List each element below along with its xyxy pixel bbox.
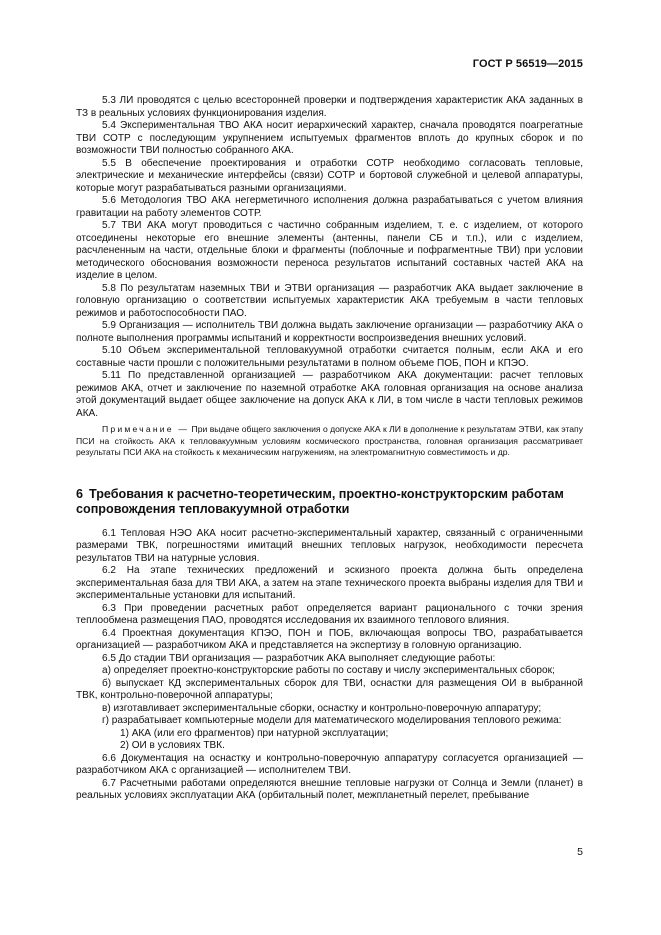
section-6-title: Требования к расчетно-теоретическим, проектно-конструкторским работам сопровождения тепловакуумной отработки <box>76 486 564 516</box>
paragraph-6-4: 6.4 Проектная документация КПЭО, ПОН и ПОБ, включающая вопросы ТВО, разрабатывается организацией — разработчиком АКА и представляется на экспертизу в головную организацию. <box>76 627 583 651</box>
paragraph-6-1: 6.1 Тепловая НЭО АКА носит расчетно-экспериментальный характер, связанный с ограниченными размерами ТВК, погрешностями имитаций внешних тепловых нагрузок, необходимости пересчета результатов ТВИ на натурные условия. <box>76 527 583 564</box>
paragraph-6-7: 6.7 Расчетными работами определяются внешние тепловые нагрузки от Солнца и Земли (планет) в реальных условиях эксплуатации АКА (орбитальный полет, межпланетный перелет, пребывание <box>76 777 583 801</box>
paragraph-5-5: 5.5 В обеспечение проектирования и отработки СОТР необходимо согласовать тепловые, электрические и механические интерфейсы (связи) СОТР и бортовой служебной и целевой аппаратуры, которые могут разрабатываться разными организациями. <box>76 157 583 194</box>
paragraph-5-10: 5.10 Объем экспериментальной тепловакуумной отработки считается полным, если АКА и его составные части прошли с положительными результатами в полном объеме ПОБ, ПОН и КПЭО. <box>76 345 583 369</box>
list-item-v: в) изготавливает экспериментальные сборки, оснастку и контрольно-поверочную аппаратуру; <box>102 702 542 714</box>
paragraph-5-11: 5.11 По представленной организацией — разработчиком АКА документации: расчет тепловых режимов АКА, отчет и заключение по наземной отработке АКА головная организация на основе анализа этой документаций выдает общее заключение на допуск АКА к ЛИ, в том числе в части тепловых режимов АКА. <box>76 370 583 419</box>
section-6-number: 6 <box>76 486 84 501</box>
list-item-b: б) выпускает КД экспериментальных сборок для ТВИ, оснастки для размещения ОИ в выбранной ТВК, контрольно-поверочной аппаратуры; <box>76 677 583 701</box>
paragraph-5-4: 5.4 Экспериментальная ТВО АКА носит иерархический характер, сначала проводятся поагрегатные ТВИ СОТР с последующим укрупнением испытуемых фрагментов вплоть до крупных сборок и по возможности ТВИ полностью собранного АКА. <box>76 120 583 156</box>
page-body <box>76 95 583 803</box>
list-item-a: а) определяет проектно-конструкторские работы по составу и числу экспериментальных сборок; <box>102 665 555 676</box>
paragraph-5-7: 5.7 ТВИ АКА могут проводиться с частично собранным изделием, т. е. с изделием, от которого отсоединены некоторые его внешние элементы (антенны, панели СБ и т.п.), или с изделием, расчлененным на части, отдельные блоки и фрагменты (поблочные и пофрагментные ТВИ) при условии методического обоснования возможности переноса результатов испытаний составных частей АКА на изделие в целом. <box>76 220 583 281</box>
sublist-item-1: 1) АКА (или его фрагментов) при натурной эксплуатации; <box>120 727 389 739</box>
note-block <box>76 424 583 459</box>
standard-code-header: ГОСТ Р 56519—2015 <box>472 58 583 70</box>
paragraph-6-2: 6.2 На этапе технических предложений и эскизного проекта должна быть определена экспериментальная база для ТВИ АКА, а затем на этапе технического проекта выбраны изделия для ТВИ и экспериментальные установки для испытаний. <box>76 565 583 601</box>
paragraph-6-3: 6.3 При проведении расчетных работ определяется вариант рационального с точки зрения теплообмена размещения ПАО, проводятся исследования их взаимного теплового влияния. <box>76 602 583 626</box>
note-label: Примечание — <box>102 424 190 434</box>
paragraph-5-9: 5.9 Организация — исполнитель ТВИ должна выдать заключение организации — разработчику АКА о полноте выполнения программы испытаний и корректности воспроизведения внешних условий. <box>76 320 583 344</box>
section-6-heading <box>76 487 583 518</box>
sublist-item-2: 2) ОИ в условиях ТВК. <box>120 740 225 751</box>
paragraph-5-6: 5.6 Методология ТВО АКА негерметичного исполнения должна разрабатываться с учетом влияния гравитации на работу элементов СОТР. <box>76 195 583 219</box>
note-text: При выдаче общего заключения о допуске АКА к ЛИ в дополнение к результатам ЭТВИ, как этапу ПСИ на стойкость АКА к тепловакуумным условиям космического пространства, головная организация рассматривает результаты ПСИ АКА на стойкость к механическим нагружениям, на электромагнитную совместимость и др. <box>76 424 584 457</box>
list-item-g: г) разрабатывает компьютерные модели для математического моделирования теплового режима: <box>102 715 562 726</box>
paragraph-6-6: 6.6 Документация на оснастку и контрольно-поверочную аппаратуру согласуется организацией — разработчиком АКА с организацией — исполнителем ТВИ. <box>76 752 583 776</box>
page-number: 5 <box>577 846 583 858</box>
paragraph-6-5: 6.5 До стадии ТВИ организация — разработчик АКА выполняет следующие работы: <box>102 652 496 664</box>
paragraph-5-3: 5.3 ЛИ проводятся с целью всесторонней проверки и подтверждения характеристик АКА заданных в ТЗ в реальных условиях функционирования изделия. <box>76 95 583 119</box>
paragraph-5-8: 5.8 По результатам наземных ТВИ и ЭТВИ организация — разработчик АКА выдает заключение в головную организацию о соответствии испытуемых характеристик АКА требуемым в части тепловых режимов и работоспособности ПАО. <box>76 282 583 319</box>
